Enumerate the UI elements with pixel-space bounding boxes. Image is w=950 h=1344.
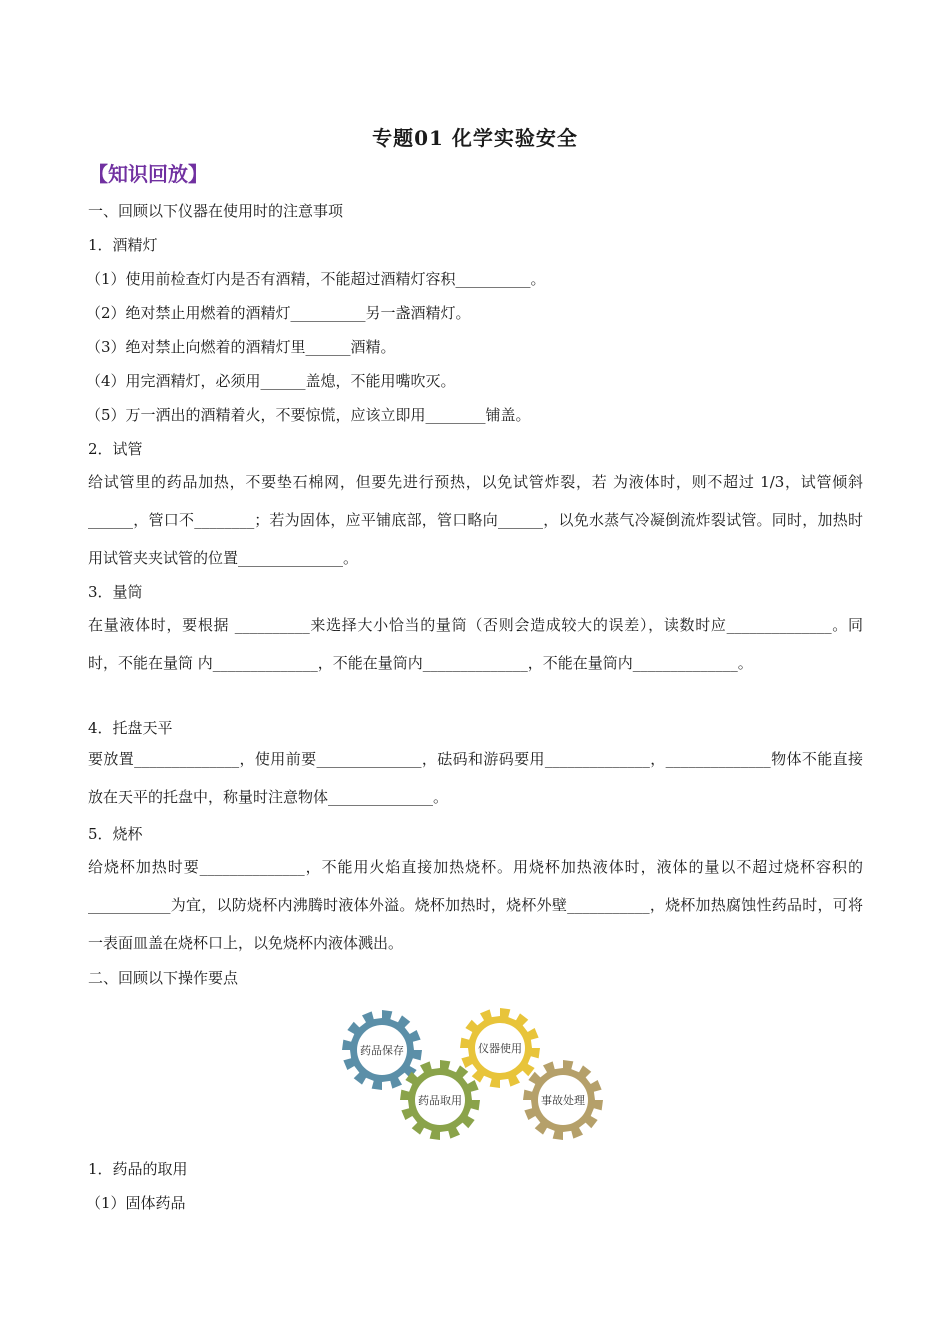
test-tube-heading: 2．试管 <box>88 440 143 458</box>
section-heading: 【知识回放】 <box>88 162 208 186</box>
alcohol-lamp-item-4: （4）用完酒精灯，必须用______盖熄，不能用嘴吹灭。 <box>86 372 456 390</box>
cylinder-text: 在量液体时，要根据 __________来选择大小恰当的量筒（否则会造成较大的误差），读数时应______________。同时，不能在量筒 内______________，不能在量筒内______________，不能在量筒内______________。 <box>88 616 863 672</box>
balance-heading: 4．托盘天平 <box>88 719 173 737</box>
gear-label: 仪器使用 <box>478 1042 522 1055</box>
gear-label: 药品取用 <box>418 1094 462 1107</box>
balance-text: 要放置______________，使用前要______________，砝码和游码要用______________，______________物体不能直接放在天平的托盘中，称量时注意物体______________。 <box>88 750 863 806</box>
beaker-text: 给烧杯加热时要______________，不能用火焰直接加热烧杯。用烧杯加热液体时，液体的量以不超过烧杯容积的___________为宜，以防烧杯内沸腾时液体外溢。烧杯加热时，烧杯外壁___________，烧杯加热腐蚀性药品时，可将一表面皿盖在烧杯口上，以免烧杯内液体溅出。 <box>88 858 863 952</box>
reagent-sub: （1）固体药品 <box>86 1194 186 1212</box>
cylinder-heading: 3．量筒 <box>88 583 143 601</box>
gear-label: 事故处理 <box>541 1094 585 1107</box>
gears-diagram <box>340 1005 610 1145</box>
gear-2 <box>460 1008 540 1088</box>
gear-label: 药品保存 <box>360 1044 404 1057</box>
alcohol-lamp-item-3: （3）绝对禁止向燃着的酒精灯里______酒精。 <box>86 338 396 356</box>
alcohol-lamp-heading: 1．酒精灯 <box>88 236 158 254</box>
alcohol-lamp-item-1: （1）使用前检查灯内是否有酒精，不能超过酒精灯容积__________。 <box>86 270 546 288</box>
page-title: 专题01 化学实验安全 <box>372 126 578 150</box>
gear-3 <box>400 1060 480 1140</box>
gear-4 <box>523 1060 603 1140</box>
alcohol-lamp-item-5: （5）万一洒出的酒精着火，不要惊慌，应该立即用________铺盖。 <box>86 406 531 424</box>
reagent-heading: 1．药品的取用 <box>88 1160 188 1178</box>
part1-heading: 一、回顾以下仪器在使用时的注意事项 <box>88 202 344 220</box>
test-tube-text: 给试管里的药品加热，不要垫石棉网，但要先进行预热，以免试管炸裂，若 为液体时，则不超过 1/3，试管倾斜______，管口不________；若为固体，应平铺底部，管口略向______，以免水蒸气冷凝倒流炸裂试管。同时，加热时用试管夹夹试管的位置______________。 <box>88 473 863 567</box>
beaker-heading: 5．烧杯 <box>88 825 143 843</box>
part2-heading: 二、回顾以下操作要点 <box>88 969 239 987</box>
alcohol-lamp-item-2: （2）绝对禁止用燃着的酒精灯__________另一盏酒精灯。 <box>86 304 471 322</box>
